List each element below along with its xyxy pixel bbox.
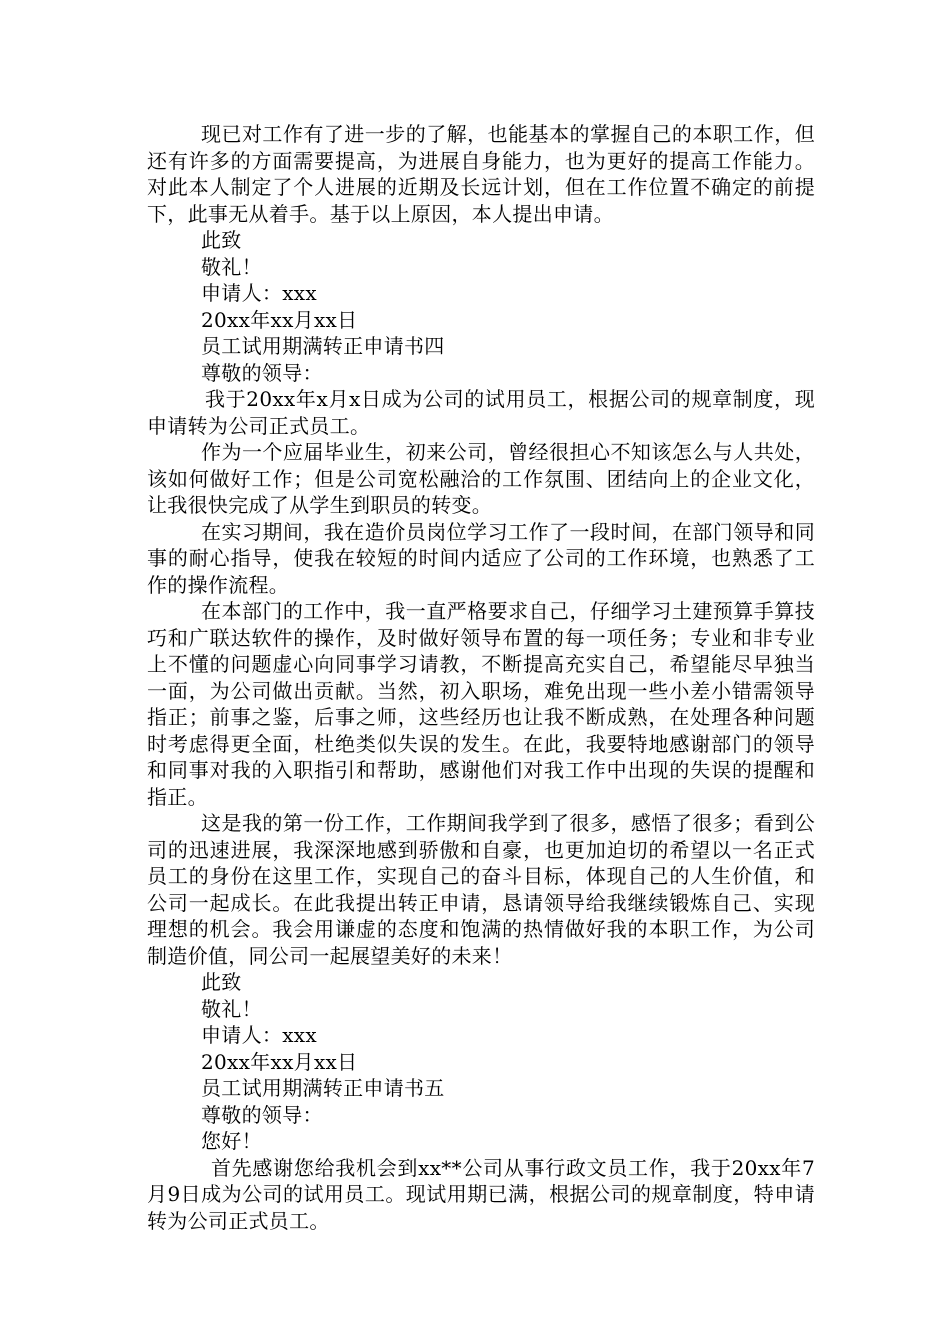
greeting: 尊敬的领导： xyxy=(201,360,323,385)
closing-salutation: 此致 xyxy=(201,228,242,252)
applicant-signature: 申请人：xxx xyxy=(201,1023,317,1047)
document-body xyxy=(147,121,815,1234)
paragraph-application: 我于20xx年x月x日成为公司的试用员工，根据公司的规章制度，现申请转为公司正式员工。 xyxy=(147,387,815,438)
paragraph-thanks: 首先感谢您给我机会到xx**公司从事行政文员工作，我于20xx年7月9日成为公司的试用员工。现试用期已满，根据公司的规章制度，特申请转为公司正式员工。 xyxy=(147,1155,815,1233)
paragraph-department-work: 在本部门的工作中，我一直严格要求自己，仔细学习土建预算手算技巧和广联达软件的操作，及时做好领导布置的每一项任务；专业和非专业上不懂的问题虚心向同事学习请教，不断提高充实自己，希望能尽早独当一面，为公司做出贡献。当然，初入职场，难免出现一些小差小错需领导指正；前事之鉴，后事之师，这些经历也让我不断成熟，在处理各种问题时考虑得更全面，杜绝类似失误的发生。在此，我要特地感谢部门的领导和同事对我的入职指引和帮助，感谢他们对我工作中出现的失误的提醒和指正。 xyxy=(147,599,815,809)
paragraph-first-job: 这是我的第一份工作，工作期间我学到了很多，感悟了很多；看到公司的迅速进展，我深深地感到骄傲和自豪，也更加迫切的希望以一名正式员工的身份在这里工作，实现自己的奋斗目标，体现自己的人生价值，和公司一起成长。在此我提出转正申请，恳请领导给我继续锻炼自己、实现理想的机会。我会用谦虚的态度和饱满的热情做好我的本职工作，为公司制造价值，同公司一起展望美好的未来！ xyxy=(147,811,815,968)
paragraph-graduate: 作为一个应届毕业生，初来公司，曾经很担心不知该怎么与人共处，该如何做好工作；但是公司宽松融洽的工作氛围、团结向上的企业文化，让我很快完成了从学生到职员的转变。 xyxy=(147,440,815,517)
paragraph-intro: 现已对工作有了进一步的了解，也能基本的掌握自己的本职工作，但还有许多的方面需要提高，为进展自身能力，也为更好的提高工作能力。对此本人制定了个人进展的近期及长远计划，但在工作位置不确定的前提下，此事无从着手。基于以上原因，本人提出申请。 xyxy=(147,122,815,226)
greeting: 尊敬的领导： xyxy=(201,1102,323,1127)
applicant-signature: 申请人：xxx xyxy=(201,281,317,305)
section-title-five: 员工试用期满转正申请书五 xyxy=(201,1076,445,1100)
section-title-four: 员工试用期满转正申请书四 xyxy=(201,334,445,358)
date-line: 20xx年xx月xx日 xyxy=(201,307,358,332)
paragraph-internship: 在实习期间，我在造价员岗位学习工作了一段时间，在部门领导和同事的耐心指导，使我在较短的时间内适应了公司的工作环境，也熟悉了工作的操作流程。 xyxy=(147,519,815,597)
greeting-hello: 您好！ xyxy=(201,1129,262,1153)
date-line: 20xx年xx月xx日 xyxy=(201,1049,358,1074)
closing-salutation: 此致 xyxy=(201,970,242,994)
closing-regards: 敬礼！ xyxy=(201,996,262,1021)
closing-regards: 敬礼！ xyxy=(201,254,262,279)
